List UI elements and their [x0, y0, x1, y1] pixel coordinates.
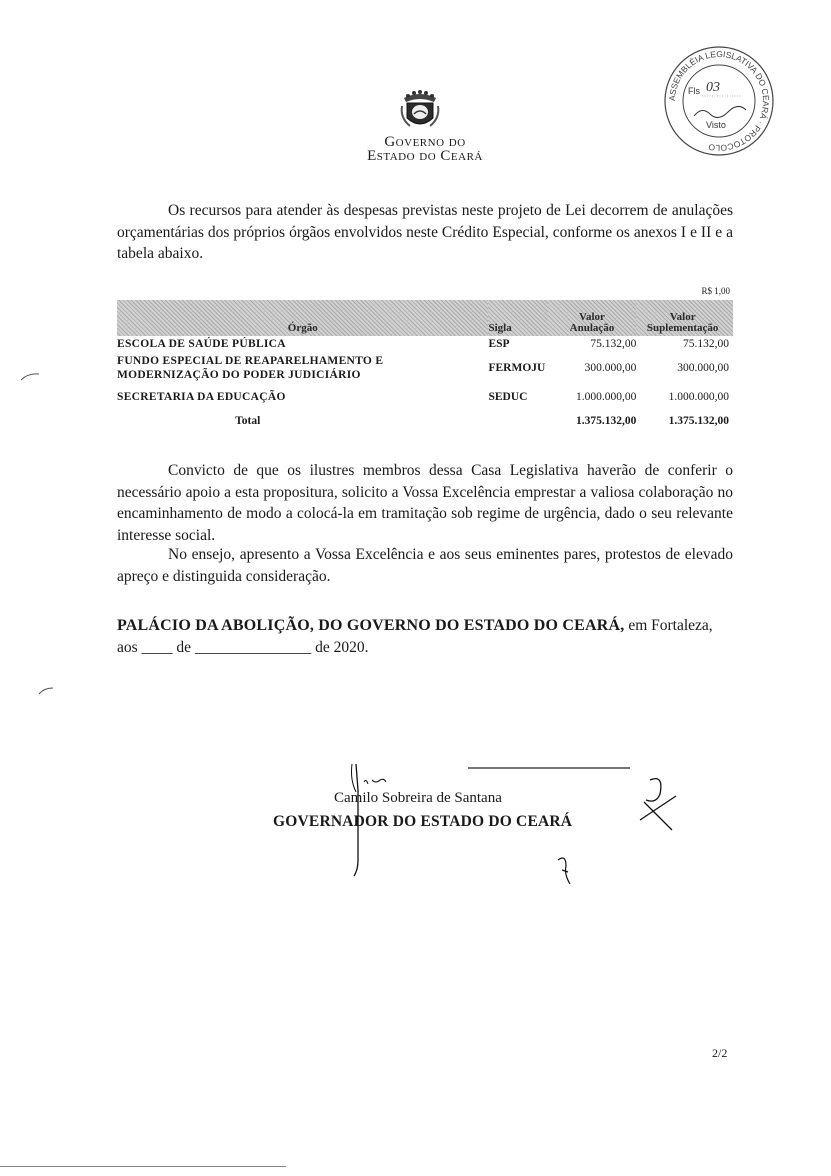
header-state: Estado do Ceará [367, 148, 483, 164]
protocol-stamp-icon [662, 44, 776, 158]
table-row [117, 336, 733, 352]
header-sigla: Sigla [488, 300, 547, 336]
row-suplementacao: 300.000,00 [677, 362, 729, 374]
row-anulacao: 1.000.000,00 [575, 391, 637, 403]
table-row [117, 352, 733, 384]
table-total-row [117, 410, 733, 432]
paragraph-resources: Os recursos para atender às despesas previstas neste projeto de Lei decorrem de anulações orçamentárias dos próprios órgãos envolvidos neste Crédito Especial, conforme os anexos I e II e a tabela abaixo. [117, 202, 733, 262]
signatory-name: Camilo Sobreira de Santana [334, 790, 502, 806]
row-anulacao: 75.132,00 [590, 338, 637, 350]
coat-of-arms-icon [398, 88, 442, 132]
date-aos: aos [117, 639, 138, 656]
date-de: de [176, 639, 192, 656]
row-suplementacao: 75.132,00 [683, 338, 729, 350]
header-valor-suplementacao [636, 300, 733, 336]
date-month-blank: _______________ [194, 639, 312, 656]
header-valor-anulacao [548, 300, 637, 336]
budget-table [117, 300, 733, 432]
signatory-title: GOVERNADOR DO ESTADO DO CEARÁ [273, 813, 573, 830]
header-government: Governo do [384, 134, 466, 150]
row-anulacao: 300.000,00 [584, 362, 637, 374]
page-number: 2/2 [712, 1046, 728, 1060]
currency-unit: R$ 1,00 [701, 286, 730, 296]
palace-name: PALÁCIO DA ABOLIÇÃO, DO GOVERNO DO ESTADO DO CEARÁ, [117, 617, 625, 634]
row-sigla: FERMOJU [488, 362, 546, 374]
total-label: Total [235, 415, 261, 427]
row-sigla: SEDUC [488, 391, 528, 403]
paragraph-closing-regards: No ensejo, apresento a Vossa Excelência e aos seus eminentes pares, protestos de elevado apreço e distinguida consideração. [117, 546, 733, 585]
row-orgao: SECRETARIA DA EDUCAÇÃO [117, 391, 286, 403]
stamp-page-number: 03 [706, 80, 720, 95]
total-suplementacao: 1.375.132,00 [668, 415, 729, 427]
row-orgao: ESCOLA DE SAÚDE PÚBLICA [117, 338, 286, 350]
stamp-visto-label: Visto [706, 120, 726, 130]
row-sigla: ESP [488, 338, 510, 350]
stamp-ring-text: ASSEMBLÉIA LEGISLATIVA DO CEARÁ · PROTOCOLO [666, 48, 772, 154]
margin-mark-icon [20, 372, 40, 382]
date-day-blank: ____ [141, 639, 173, 656]
total-anulacao: 1.375.132,00 [575, 415, 637, 427]
header-orgao: Órgão [117, 300, 488, 336]
row-suplementacao: 1.000.000,00 [668, 391, 729, 403]
bottom-rule [0, 1166, 286, 1167]
stamp-fls-label: Fls [688, 86, 700, 96]
row-orgao-line1: FUNDO ESPECIAL DE REAPARELHAMENTO E [117, 355, 384, 367]
header-suplementacao-line1: Valor [669, 311, 696, 323]
table-row [117, 384, 733, 410]
total-sigla-empty [488, 410, 547, 432]
header-anulacao-line1: Valor [579, 311, 605, 323]
table-header-row [117, 300, 733, 336]
date-year: de 2020. [315, 639, 369, 656]
row-orgao [117, 352, 488, 384]
header-anulacao-line2: Anulação [569, 322, 615, 334]
city-text: em Fortaleza, [628, 617, 713, 634]
palace-date-line [117, 615, 733, 659]
paragraph-request: Convicto de que os ilustres membros dessa Casa Legislativa haverão de conferir o necessário apoio a esta propositura, solicito a Vossa Excelência emprestar a valiosa colaboração no encaminhamento de modo a colocá-la em tramitação sob regime de urgência, dado o seu relevante interesse social. [117, 462, 733, 544]
header-suplementacao-line2: Suplementação [646, 322, 719, 334]
row-orgao-line2: MODERNIZAÇÃO DO PODER JUDICIÁRIO [117, 369, 361, 381]
margin-mark-icon [38, 686, 54, 696]
